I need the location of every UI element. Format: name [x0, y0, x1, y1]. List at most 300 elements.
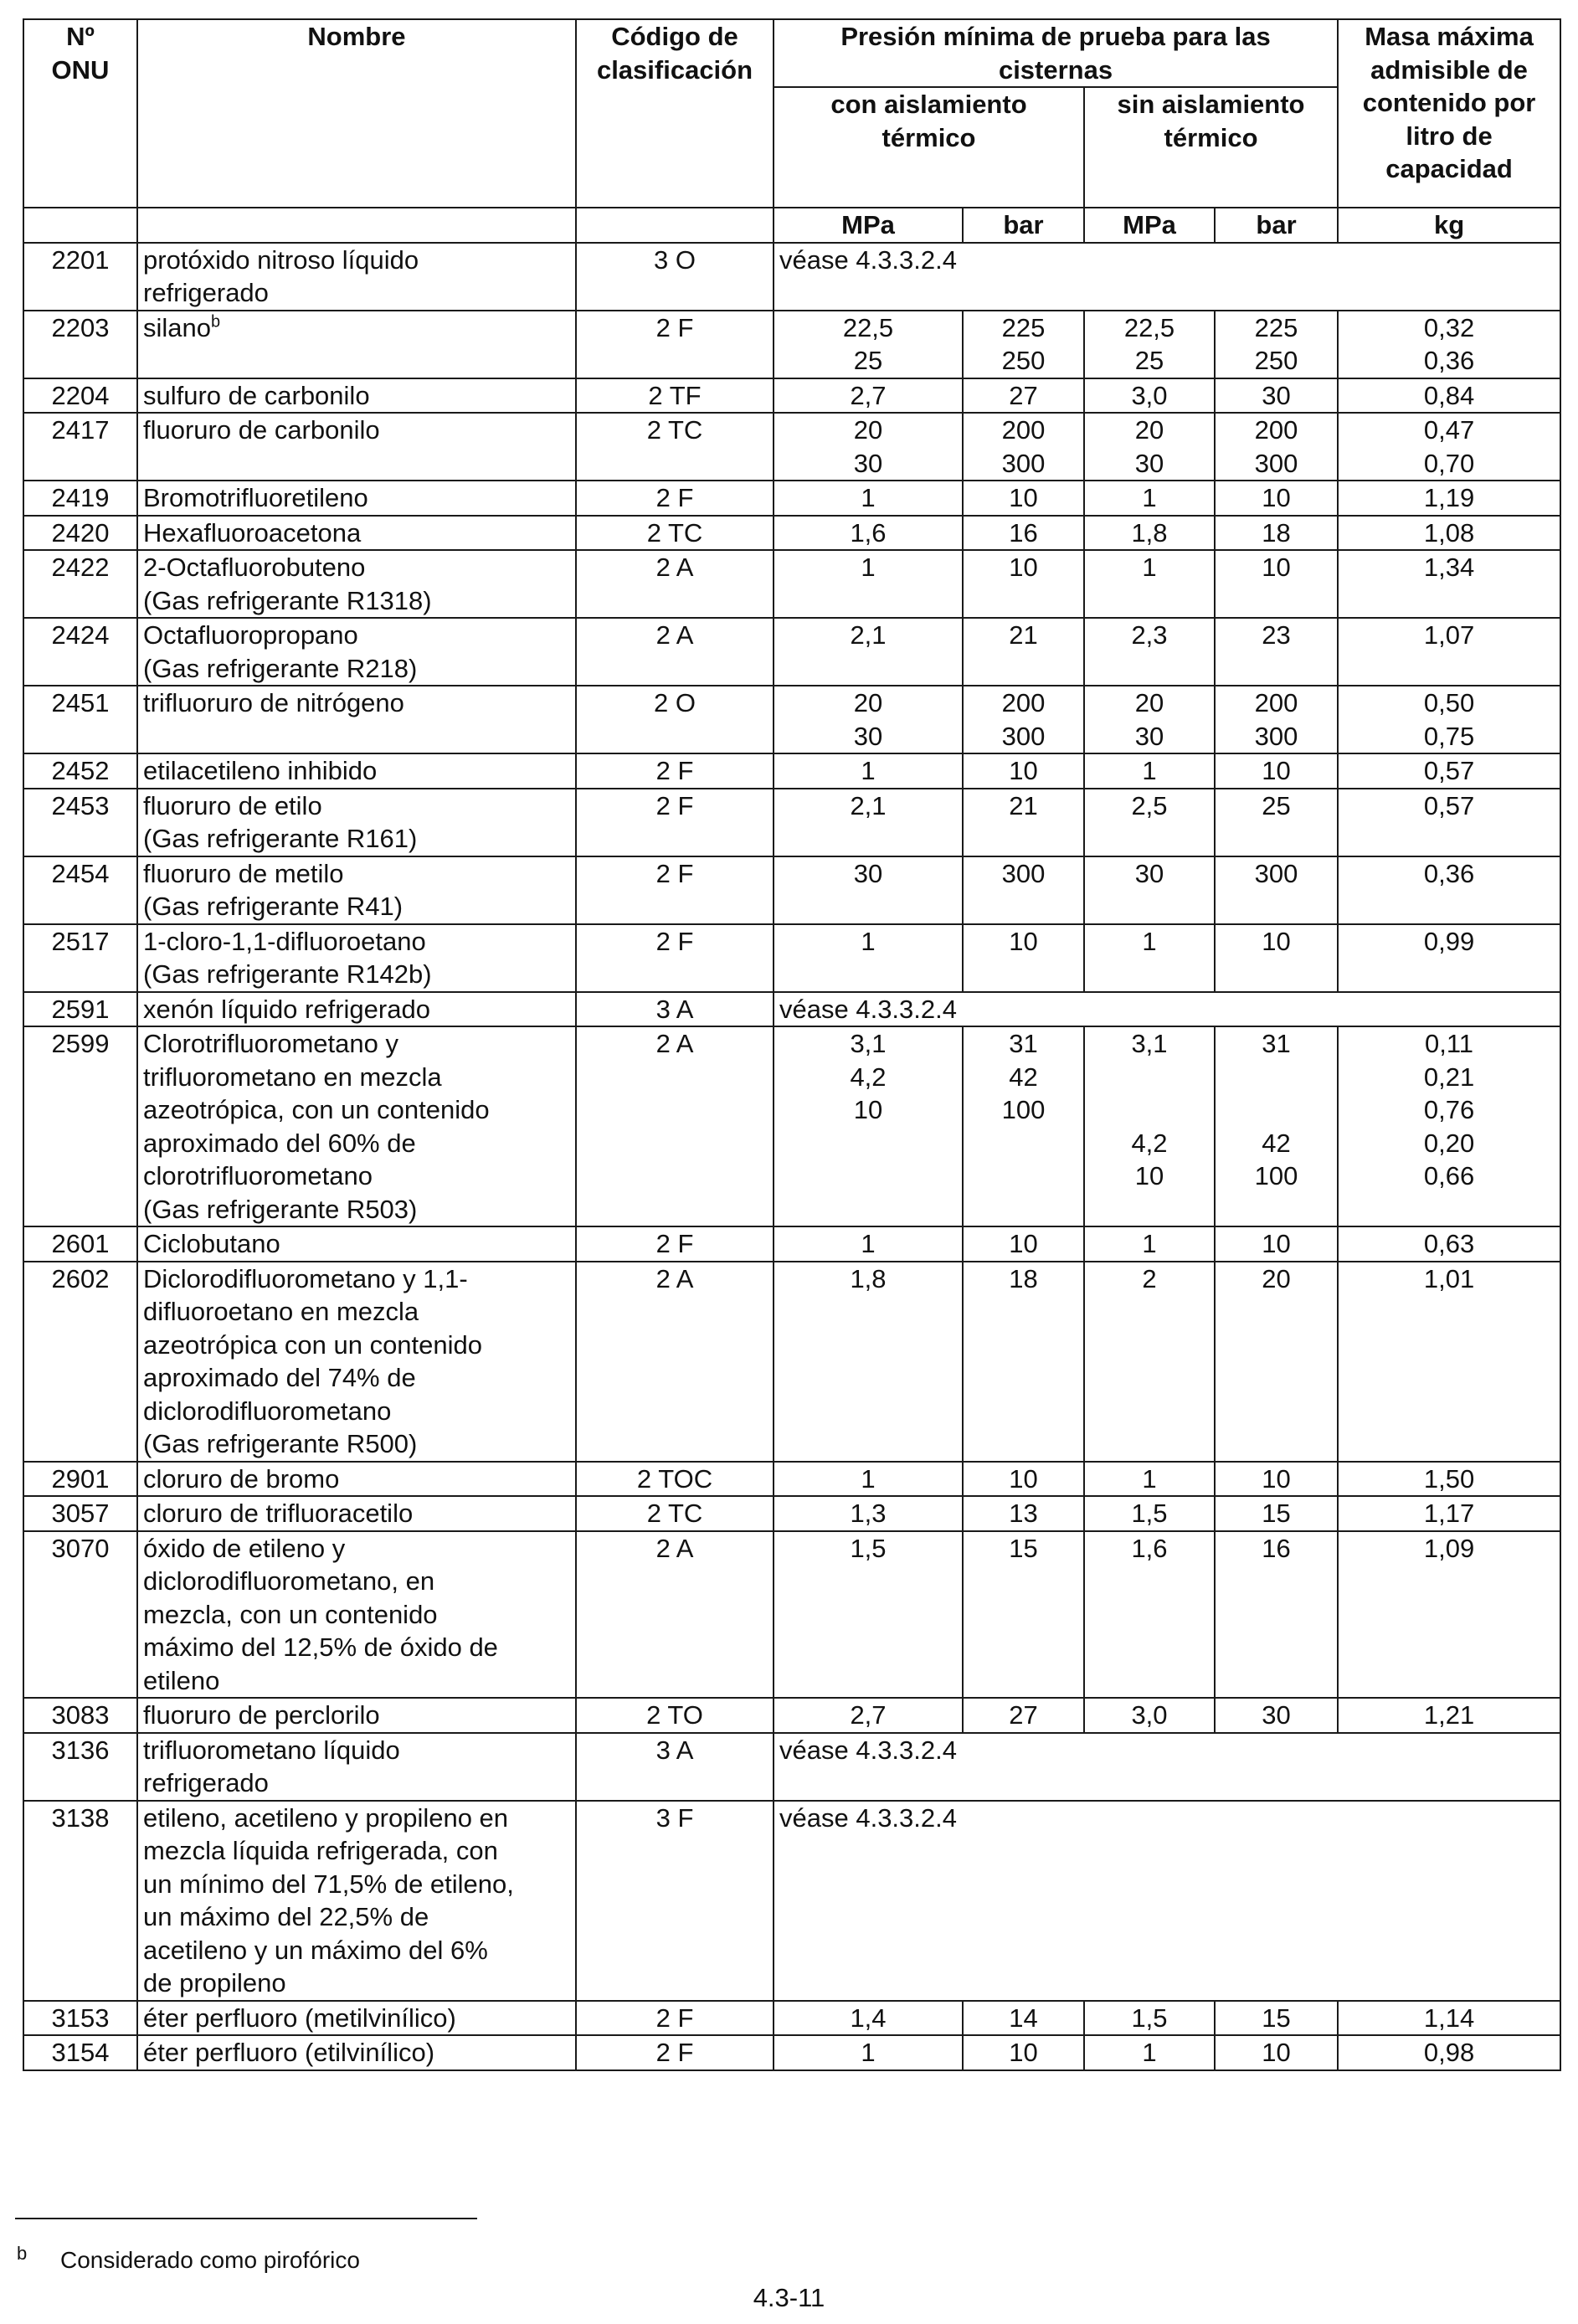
pressure-mpa-uninsulated	[1084, 789, 1215, 856]
classification-code: 2 TC	[576, 516, 774, 551]
pressure-mpa-insulated	[774, 2001, 963, 2036]
pressure-bar-insulated-value: 250	[1001, 346, 1046, 375]
substance-name-text: cloruro de trifluoracetilo	[143, 1499, 414, 1528]
pressure-bar-uninsulated-value: 16	[1262, 1533, 1291, 1563]
pressure-bar-uninsulated	[1215, 1462, 1338, 1497]
substance-name	[137, 1733, 576, 1801]
pressure-mpa-insulated-value: 2,7	[850, 380, 887, 410]
pressure-mpa-insulated-value: 30	[853, 448, 883, 478]
table-header	[23, 19, 1560, 243]
header-pressure: Presión mínima de prueba para las cisternas	[774, 19, 1338, 87]
max-mass-kg	[1338, 1531, 1560, 1699]
substance-name-line	[143, 1802, 570, 1835]
substance-name-line	[143, 857, 570, 891]
pressure-bar-insulated-value: 10	[1009, 756, 1038, 785]
pressure-bar-insulated-value: 13	[1009, 1499, 1038, 1528]
pressure-bar-uninsulated-value: 200	[1254, 415, 1298, 445]
substance-name-line	[143, 1967, 570, 2000]
pressure-mpa-insulated	[774, 753, 963, 789]
pressure-mpa-insulated-value: 22,5	[842, 312, 894, 342]
classification-code: 3 A	[576, 992, 774, 1027]
max-mass-kg-value: 1,01	[1423, 1263, 1475, 1293]
classification-code: 2 A	[576, 1262, 774, 1462]
substance-name-text: mezcla líquida refrigerada, con	[143, 1836, 498, 1865]
pressure-bar-uninsulated	[1215, 1496, 1338, 1531]
pressure-mpa-uninsulated-value: 3,1	[1131, 1029, 1168, 1058]
pressure-bar-uninsulated-value: 30	[1262, 1700, 1291, 1730]
onu-number: 2454	[23, 856, 137, 924]
table-row	[23, 1026, 1560, 1226]
pressure-mpa-insulated-value: 1	[861, 553, 876, 582]
substance-name-line	[143, 1427, 570, 1461]
substance-name-text: Diclorodifluorometano y 1,1-	[143, 1263, 468, 1293]
see-reference-note: véase 4.3.3.2.4	[774, 1801, 1560, 2001]
substance-name-line	[143, 1061, 570, 1094]
substance-name-text: silano	[143, 312, 211, 342]
pressure-bar-uninsulated	[1215, 789, 1338, 856]
substance-name	[137, 1531, 576, 1699]
pressure-mpa-uninsulated-value: 20	[1134, 415, 1164, 445]
onu-number: 2591	[23, 992, 137, 1027]
onu-number: 2204	[23, 378, 137, 414]
substance-name	[137, 924, 576, 992]
substance-name	[137, 789, 576, 856]
substance-name-text: (Gas refrigerante R1318)	[143, 585, 432, 615]
substance-name	[137, 481, 576, 516]
classification-code: 2 F	[576, 2001, 774, 2036]
pressure-mpa-insulated	[774, 686, 963, 753]
pressure-bar-uninsulated-value: 200	[1254, 688, 1298, 717]
onu-number: 3070	[23, 1531, 137, 1699]
pressure-bar-insulated-value: 16	[1009, 517, 1038, 548]
substance-name	[137, 1226, 576, 1262]
pressure-mpa-insulated-value: 2,1	[850, 790, 887, 820]
onu-number: 3138	[23, 1801, 137, 2001]
pressure-mpa-uninsulated-value: 3,0	[1131, 380, 1168, 410]
max-mass-kg-value: 1,07	[1423, 620, 1475, 650]
pressure-mpa-uninsulated-value: 4,2	[1131, 1128, 1168, 1158]
substance-name-text: (Gas refrigerante R142b)	[143, 959, 432, 989]
table-row	[23, 243, 1560, 311]
substance-name-line	[143, 276, 570, 310]
pressure-bar-insulated-value: 300	[1001, 721, 1046, 751]
substance-name-line	[143, 1463, 570, 1496]
substance-name	[137, 2035, 576, 2070]
max-mass-kg-value: 0,66	[1423, 1161, 1475, 1190]
pressure-bar-insulated	[963, 789, 1084, 856]
substance-name-line	[143, 958, 570, 991]
pressure-mpa-uninsulated-value: 30	[1134, 448, 1164, 478]
pressure-bar-uninsulated-value: 300	[1254, 721, 1298, 751]
pressure-bar-uninsulated-value: 10	[1262, 926, 1291, 956]
substance-name-line	[143, 311, 570, 345]
pressure-mpa-uninsulated-value: 1	[1142, 1229, 1157, 1258]
pressure-bar-insulated	[963, 753, 1084, 789]
substance-name	[137, 413, 576, 481]
max-mass-kg-value: 0,50	[1423, 688, 1475, 717]
substance-name	[137, 516, 576, 551]
substance-name-text: trifluorometano en mezcla	[143, 1062, 442, 1092]
substance-name-text: (Gas refrigerante R500)	[143, 1429, 418, 1458]
classification-code: 2 A	[576, 618, 774, 686]
max-mass-kg	[1338, 789, 1560, 856]
pressure-mpa-insulated	[774, 618, 963, 686]
substance-name-line	[143, 584, 570, 618]
pressure-mpa-insulated-value: 1,5	[850, 1533, 887, 1563]
pressure-mpa-insulated	[774, 856, 963, 924]
pressure-bar-insulated	[963, 413, 1084, 481]
pressure-mpa-insulated-value: 1	[861, 1229, 876, 1258]
pressure-bar-insulated	[963, 550, 1084, 618]
classification-code: 2 TO	[576, 1698, 774, 1733]
pressure-bar-insulated-value: 10	[1009, 553, 1038, 582]
footnote-separator	[15, 2218, 477, 2219]
substance-name	[137, 753, 576, 789]
pressure-bar-uninsulated-value: 10	[1262, 2038, 1291, 2067]
pressure-bar-uninsulated	[1215, 1698, 1338, 1733]
substance-name-line	[143, 652, 570, 686]
pressure-mpa-uninsulated-value: 25	[1134, 346, 1164, 375]
pressure-bar-insulated	[963, 1262, 1084, 1462]
substance-name-text: (Gas refrigerante R41)	[143, 892, 403, 921]
substance-name-text: óxido de etileno y	[143, 1533, 346, 1563]
pressure-mpa-uninsulated-value: 1	[1142, 1463, 1157, 1494]
substance-name-line	[143, 1900, 570, 1934]
pressure-mpa-insulated	[774, 1531, 963, 1699]
max-mass-kg-value: 1,14	[1423, 2003, 1475, 2033]
table-row	[23, 378, 1560, 414]
pressure-bar-insulated	[963, 516, 1084, 551]
pressure-mpa-uninsulated	[1084, 686, 1215, 753]
onu-number: 2901	[23, 1462, 137, 1497]
substance-name-line	[143, 1598, 570, 1632]
pressure-bar-uninsulated	[1215, 2001, 1338, 2036]
substance-name-text: 2-Octafluorobuteno	[143, 553, 366, 582]
pressure-bar-insulated	[963, 481, 1084, 516]
pressure-bar-insulated-value: 31	[1009, 1029, 1038, 1058]
max-mass-kg	[1338, 1262, 1560, 1462]
max-mass-kg-value: 1,19	[1423, 483, 1475, 512]
pressure-mpa-insulated-value: 1	[861, 926, 876, 956]
header-name: Nombre	[137, 19, 576, 208]
pressure-mpa-insulated	[774, 924, 963, 992]
pressure-mpa-uninsulated	[1084, 516, 1215, 551]
pressure-mpa-insulated	[774, 1026, 963, 1226]
substance-name-text: refrigerado	[143, 278, 269, 307]
pressure-mpa-uninsulated	[1084, 311, 1215, 378]
pressure-bar-uninsulated-value: 225	[1254, 312, 1298, 342]
header-insulated: con aislamiento térmico	[774, 87, 1084, 208]
classification-code: 2 F	[576, 753, 774, 789]
pressure-mpa-insulated-value: 3,1	[850, 1029, 887, 1058]
pressure-bar-insulated	[963, 1496, 1084, 1531]
classification-code: 2 A	[576, 1531, 774, 1699]
onu-number: 2203	[23, 311, 137, 378]
pressure-mpa-uninsulated	[1084, 1496, 1215, 1531]
pressure-bar-uninsulated-value: 15	[1262, 2003, 1291, 2033]
table-row	[23, 2001, 1560, 2036]
max-mass-kg	[1338, 1462, 1560, 1497]
max-mass-kg	[1338, 686, 1560, 753]
header-onu: Nº ONU	[23, 19, 137, 208]
max-mass-kg-value: 1,21	[1423, 1700, 1475, 1730]
table-row	[23, 1531, 1560, 1699]
substance-name-text: de propileno	[143, 1968, 286, 1998]
pressure-mpa-uninsulated	[1084, 481, 1215, 516]
pressure-bar-uninsulated	[1215, 1226, 1338, 1262]
pressure-bar-insulated	[963, 1026, 1084, 1226]
classification-code: 3 O	[576, 243, 774, 311]
pressure-bar-insulated	[963, 618, 1084, 686]
classification-code: 2 TF	[576, 378, 774, 414]
table-row	[23, 2035, 1560, 2070]
substance-name-text: fluoruro de perclorilo	[143, 1700, 380, 1730]
substance-name	[137, 1801, 576, 2001]
substance-name-text: cloruro de bromo	[143, 1463, 340, 1494]
substance-name-text: 1-cloro-1,1-difluoroetano	[143, 926, 426, 956]
max-mass-kg-value: 0,21	[1423, 1062, 1475, 1092]
pressure-mpa-uninsulated-value: 2,3	[1131, 620, 1168, 650]
substance-name-text: fluoruro de etilo	[143, 790, 322, 820]
classification-code: 2 A	[576, 1026, 774, 1226]
unit-bar-insulated: bar	[963, 208, 1084, 243]
table-row	[23, 1698, 1560, 1733]
header-units-row	[23, 208, 1560, 243]
substance-name-line	[143, 2036, 570, 2069]
header-code-cont	[576, 208, 774, 243]
pressure-mpa-insulated-value: 20	[853, 415, 883, 445]
substance-name-line	[143, 925, 570, 959]
pressure-mpa-uninsulated	[1084, 618, 1215, 686]
max-mass-kg-value: 1,17	[1423, 1499, 1475, 1528]
substance-name-line	[143, 244, 570, 277]
table-row	[23, 992, 1560, 1027]
substance-name-text: fluoruro de metilo	[143, 858, 344, 888]
pressure-mpa-insulated	[774, 1262, 963, 1462]
classification-code: 2 F	[576, 2035, 774, 2070]
substance-name-line	[143, 1127, 570, 1160]
pressure-mpa-insulated-value: 4,2	[850, 1062, 887, 1092]
pressure-bar-uninsulated-value: 10	[1262, 1229, 1291, 1258]
pressure-mpa-uninsulated-value: 30	[1134, 721, 1164, 751]
pressure-bar-uninsulated-value: 23	[1262, 620, 1291, 650]
pressure-mpa-uninsulated-value: 30	[1134, 858, 1164, 888]
substance-name-line	[143, 414, 570, 447]
substance-name-text: diclorodifluorometano, en	[143, 1566, 435, 1596]
pressure-bar-insulated	[963, 1462, 1084, 1497]
max-mass-kg	[1338, 311, 1560, 378]
substance-name-line	[143, 1329, 570, 1362]
onu-number: 2417	[23, 413, 137, 481]
substance-name-text: sulfuro de carbonilo	[143, 380, 370, 410]
substance-name-line	[143, 1262, 570, 1296]
max-mass-kg-value: 0,32	[1423, 312, 1475, 342]
substance-name-text: etileno, acetileno y propileno en	[143, 1802, 509, 1833]
pressure-bar-insulated-value: 21	[1009, 620, 1038, 650]
pressure-bar-uninsulated-value: 300	[1254, 858, 1298, 888]
header-code: Código de clasificación	[576, 19, 774, 208]
max-mass-kg	[1338, 516, 1560, 551]
substance-name-text: un máximo del 22,5% de	[143, 1902, 429, 1931]
table-row	[23, 1462, 1560, 1497]
pressure-bar-insulated	[963, 378, 1084, 414]
classification-code: 2 TOC	[576, 1462, 774, 1497]
footnote-mark: b	[17, 2243, 28, 2264]
onu-number: 2599	[23, 1026, 137, 1226]
pressure-mpa-insulated	[774, 1462, 963, 1497]
onu-number: 3154	[23, 2035, 137, 2070]
onu-number: 2422	[23, 550, 137, 618]
pressure-mpa-uninsulated-value: 1	[1142, 553, 1157, 582]
classification-code: 3 F	[576, 1801, 774, 2001]
substance-name-line	[143, 1159, 570, 1193]
substance-name-text: aproximado del 74% de	[143, 1363, 416, 1392]
substance-name-text: diclorodifluorometano	[143, 1396, 392, 1426]
pressure-mpa-insulated	[774, 1698, 963, 1733]
substance-name-text: refrigerado	[143, 1768, 269, 1797]
pressure-mpa-uninsulated-value: 2,5	[1131, 790, 1168, 820]
pressure-bar-insulated-value: 225	[1001, 312, 1046, 342]
pressure-mpa-insulated-value: 1	[861, 2038, 876, 2067]
see-reference-note: véase 4.3.3.2.4	[774, 243, 1560, 311]
pressure-mpa-uninsulated	[1084, 1462, 1215, 1497]
substance-name-text: aproximado del 60% de	[143, 1128, 416, 1158]
table-row	[23, 413, 1560, 481]
pressure-bar-insulated-value: 27	[1009, 380, 1038, 410]
footnote	[17, 2243, 360, 2274]
max-mass-kg	[1338, 1496, 1560, 1531]
pressure-bar-uninsulated	[1215, 311, 1338, 378]
pressure-bar-uninsulated	[1215, 413, 1338, 481]
pressure-bar-insulated	[963, 924, 1084, 992]
substance-name-line	[143, 1868, 570, 1901]
max-mass-kg	[1338, 1026, 1560, 1226]
substance-name-text: Bromotrifluoretileno	[143, 483, 368, 512]
max-mass-kg-value: 0,63	[1423, 1229, 1475, 1258]
pressure-mpa-uninsulated-value: 1	[1142, 483, 1157, 512]
pressure-mpa-insulated-value: 1	[861, 483, 876, 512]
pressure-mpa-insulated-value: 20	[853, 688, 883, 717]
max-mass-kg	[1338, 856, 1560, 924]
pressure-mpa-uninsulated	[1084, 1698, 1215, 1733]
max-mass-kg	[1338, 1698, 1560, 1733]
pressure-bar-insulated-value: 14	[1009, 2003, 1038, 2033]
substance-name	[137, 378, 576, 414]
pressure-mpa-uninsulated-value	[1090, 1093, 1209, 1127]
max-mass-kg-value: 0,57	[1423, 790, 1475, 820]
pressure-mpa-uninsulated	[1084, 924, 1215, 992]
pressure-mpa-uninsulated	[1084, 550, 1215, 618]
substance-name-line	[143, 1834, 570, 1868]
max-mass-kg-value: 1,09	[1423, 1533, 1475, 1563]
max-mass-kg-value: 1,34	[1423, 553, 1475, 582]
max-mass-kg	[1338, 618, 1560, 686]
pressure-bar-insulated-value: 100	[1001, 1095, 1046, 1124]
max-mass-kg	[1338, 413, 1560, 481]
pressure-bar-insulated	[963, 1226, 1084, 1262]
substance-name-text: trifluoruro de nitrógeno	[143, 688, 404, 717]
footnote-text: Considerado como pirofórico	[60, 2247, 360, 2273]
unit-mpa-insulated: MPa	[774, 208, 963, 243]
max-mass-kg-value: 0,76	[1423, 1095, 1475, 1124]
pressure-bar-uninsulated-value: 42	[1262, 1128, 1291, 1158]
max-mass-kg	[1338, 924, 1560, 992]
max-mass-kg-value: 0,47	[1423, 415, 1475, 445]
substance-name-text: Clorotrifluorometano y	[143, 1029, 398, 1058]
substance-name-text: máximo del 12,5% de óxido de	[143, 1632, 498, 1662]
pressure-mpa-insulated	[774, 1496, 963, 1531]
pressure-bar-uninsulated-value: 250	[1254, 346, 1298, 375]
pressure-mpa-uninsulated	[1084, 1026, 1215, 1226]
pressure-bar-uninsulated-value: 25	[1262, 790, 1291, 820]
pressure-mpa-uninsulated-value: 1,8	[1131, 517, 1168, 548]
pressure-mpa-uninsulated	[1084, 2001, 1215, 2036]
pressure-mpa-insulated	[774, 789, 963, 856]
gas-tank-table	[23, 18, 1561, 2071]
unit-mpa-uninsulated: MPa	[1084, 208, 1215, 243]
max-mass-kg-value: 0,98	[1423, 2038, 1475, 2067]
pressure-bar-uninsulated	[1215, 1026, 1338, 1226]
pressure-bar-uninsulated	[1215, 686, 1338, 753]
substance-name-text: etileno	[143, 1665, 220, 1695]
max-mass-kg-value: 0,57	[1423, 756, 1475, 785]
pressure-bar-insulated	[963, 1698, 1084, 1733]
substance-name	[137, 243, 576, 311]
substance-name-text: Hexafluoroacetona	[143, 517, 362, 548]
substance-name-line	[143, 1565, 570, 1598]
table-row	[23, 753, 1560, 789]
pressure-bar-insulated-value: 10	[1009, 2038, 1038, 2067]
pressure-mpa-insulated-value: 1,6	[850, 517, 887, 548]
substance-name-line	[143, 1766, 570, 1800]
pressure-mpa-uninsulated	[1084, 753, 1215, 789]
see-reference-note: véase 4.3.3.2.4	[774, 992, 1560, 1027]
header-onu-cont	[23, 208, 137, 243]
unit-kg: kg	[1338, 208, 1560, 243]
pressure-bar-insulated	[963, 311, 1084, 378]
pressure-bar-insulated-value: 10	[1009, 483, 1038, 512]
substance-name-text: Ciclobutano	[143, 1229, 280, 1258]
max-mass-kg	[1338, 2035, 1560, 2070]
substance-name-text: mezcla, con un contenido	[143, 1599, 438, 1629]
pressure-bar-insulated	[963, 2001, 1084, 2036]
substance-name-line	[143, 993, 570, 1026]
substance-name-text: clorotrifluorometano	[143, 1161, 373, 1190]
pressure-mpa-insulated-value: 30	[853, 858, 883, 888]
pressure-mpa-insulated-value: 25	[853, 346, 883, 375]
see-reference-note: véase 4.3.3.2.4	[774, 1733, 1560, 1801]
substance-name-line	[143, 1295, 570, 1329]
pressure-mpa-insulated-value: 1	[861, 756, 876, 785]
pressure-bar-uninsulated	[1215, 2035, 1338, 2070]
substance-name-line	[143, 1227, 570, 1261]
max-mass-kg	[1338, 753, 1560, 789]
pressure-bar-uninsulated-value: 10	[1262, 1463, 1291, 1494]
classification-code: 2 F	[576, 924, 774, 992]
onu-number: 2452	[23, 753, 137, 789]
onu-number: 2602	[23, 1262, 137, 1462]
pressure-mpa-uninsulated-value: 10	[1134, 1161, 1164, 1190]
onu-number: 2201	[23, 243, 137, 311]
pressure-bar-insulated	[963, 856, 1084, 924]
pressure-bar-insulated	[963, 1531, 1084, 1699]
classification-code: 2 F	[576, 481, 774, 516]
table-row	[23, 516, 1560, 551]
substance-name-line	[143, 1664, 570, 1698]
pressure-mpa-insulated-value: 1,8	[850, 1263, 887, 1293]
pressure-bar-uninsulated-value: 300	[1254, 448, 1298, 478]
pressure-mpa-uninsulated	[1084, 856, 1215, 924]
